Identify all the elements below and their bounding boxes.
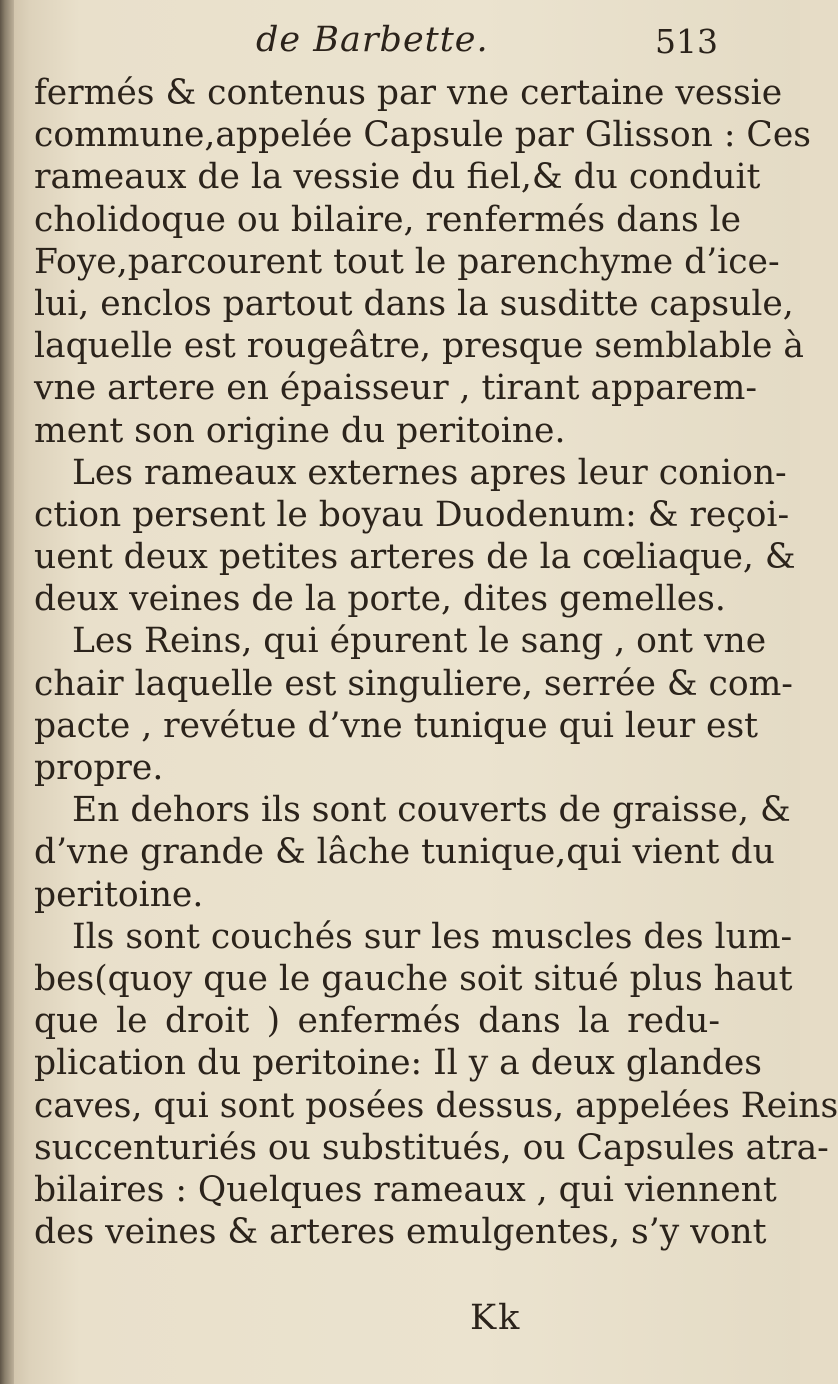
text-line: bilaires : Quelques rameaux , qui viennent <box>34 1169 777 1210</box>
text-line: propre. <box>34 748 164 788</box>
body-text <box>34 72 838 1253</box>
text-line: deux veines de la porte, dites gemelles. <box>34 579 726 620</box>
text-line: lui, enclos partout dans la susditte capsule, <box>34 283 794 324</box>
text-line: des veines & arteres emulgentes, s’y vont <box>34 1212 767 1253</box>
text-line: plication du peritoine: Il y a deux glandes <box>34 1043 762 1084</box>
text-line: cholidoque ou bilaire, renfermés dans le <box>34 199 742 240</box>
text-line: peritoine. <box>34 874 204 915</box>
text-line: chair laquelle est singuliere, serrée & com- <box>34 663 793 704</box>
page-number: 513 <box>655 22 718 61</box>
text-line: caves, qui sont posées dessus, appelées Reins <box>34 1085 838 1126</box>
text-line: Ils sont couchés sur les muscles des lum- <box>72 916 793 957</box>
text-line: uent deux petites arteres de la cœliaque, & <box>34 537 796 578</box>
text-line: laquelle est rougeâtre, presque semblable à <box>34 326 804 367</box>
text-line: succenturiés ou substitués, ou Capsules atra- <box>34 1127 829 1168</box>
text-line: Les Reins, qui épurent le sang , ont vne <box>72 621 767 662</box>
text-line: fermés & contenus par vne certaine vessie <box>34 73 783 113</box>
text-line: ment son origine du peritoine. <box>34 410 566 451</box>
text-line: rameaux de la vessie du fiel,& du conduit <box>34 157 761 198</box>
text-line: En dehors ils sont couverts de graisse, & <box>72 790 791 831</box>
text-line: vne artere en épaisseur , tirant apparem- <box>34 368 758 409</box>
text-line: que le droit ) enfermés dans la redu- <box>34 1001 720 1042</box>
text-line: bes(quoy que le gauche soit situé plus haut <box>34 958 793 999</box>
text-line: ction persent le boyau Duodenum: & reçoi- <box>34 494 790 535</box>
text-line: d’vne grande & lâche tunique,qui vient du <box>34 832 775 873</box>
book-spine-shadow <box>0 0 14 1384</box>
page-header <box>0 20 800 70</box>
text-line: Foye,parcourent tout le parenchyme d’ice- <box>34 241 780 282</box>
signature-mark: Kk <box>470 1298 522 1338</box>
running-title: de Barbette. <box>256 20 489 60</box>
text-line: commune,appelée Capsule par Glisson : Ces <box>34 115 811 156</box>
text-line: pacte , revétue d’vne tunique qui leur est <box>34 705 759 746</box>
text-line: Les rameaux externes apres leur conion- <box>72 452 787 493</box>
